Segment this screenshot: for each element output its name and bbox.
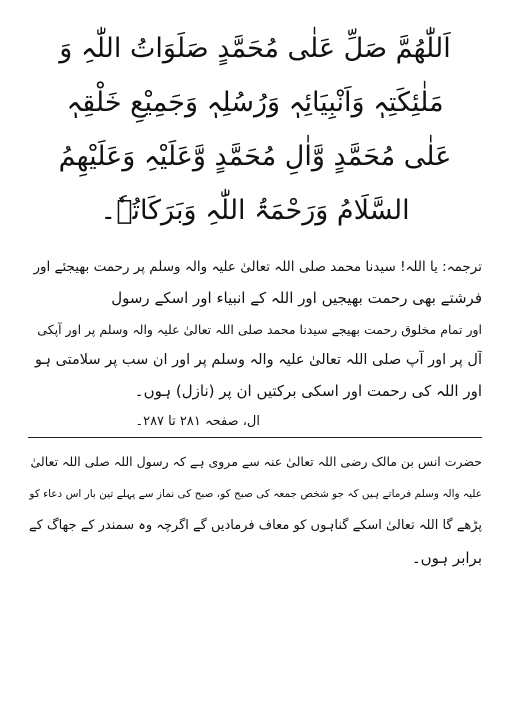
arabic-dua xyxy=(22,22,488,238)
section-divider xyxy=(28,437,482,438)
arabic-dua-line: اَللّٰھُمَّ صَلِّ عَلٰی مُحَمَّدٍ صَلَوَاتُ اللّٰہِ وَ xyxy=(59,33,451,64)
hadith-line: برابر ہوں۔ xyxy=(411,549,482,567)
translation-line: ترجمہ: یا اللہ! سیدنا محمد صلی اللہ تعالیٰ علیہ والہ وسلم پر رحمت بھیجئے اور xyxy=(33,259,482,275)
translation-line: آل پر اور آپ صلی اللہ تعالیٰ علیہ والہ وسلم پر اور ان سب پر سلامتی ہو xyxy=(34,352,482,368)
translation-line: اور اللہ کی رحمت اور اسکی برکتیں ان پر (نازل) ہوں۔ xyxy=(134,382,482,400)
hadith-text xyxy=(22,446,488,574)
hadith-line: پڑھے گا اللہ تعالیٰ اسکے گناہوں کو معاف فرمادیں گے اگرچہ وہ سمندر کے جھاگ کے xyxy=(29,518,482,533)
arabic-dua-line: عَلٰی مُحَمَّدٍ وَّاٰلِ مُحَمَّدٍ وَّعَلَیْہِ وَعَلَیْھِمُ xyxy=(58,141,452,172)
source-reference: ال، صفحہ ۲۸۱ تا ۲۸۷۔ xyxy=(135,414,260,429)
hadith-line: علیہ والہ وسلم فرماتے ہیں کہ جو شخص جمعہ کی صبح کو، صبح کی نماز سے پہلے تین بار اس دعاء کو xyxy=(29,488,482,500)
urdu-translation xyxy=(22,252,488,407)
arabic-dua-line: مَلٰئِکَتِہٖ وَاَنْبِیَائِہٖ وَرُسُلِہٖ وَجَمِیْعِ خَلْقِہٖ xyxy=(66,87,444,118)
hadith-line: حضرت انس بن مالک رضی اللہ تعالیٰ عنہ سے مروی ہے کہ رسول اللہ صلی اللہ تعالیٰ xyxy=(30,454,482,469)
translation-line: فرشتے بھی رحمت بھیجیں اور اللہ کے انبیاء اور اسکے رسول xyxy=(111,289,482,307)
arabic-dua-line: السَّلَامُ وَرَحْمَۃُ اللّٰہِ وَبَرَکَاتُہٗ۔ xyxy=(100,195,410,226)
translation-line: اور تمام مخلوق رحمت بھیجے سیدنا محمد صلی اللہ تعالیٰ علیہ والہ وسلم پر اور آپکی xyxy=(37,322,482,337)
